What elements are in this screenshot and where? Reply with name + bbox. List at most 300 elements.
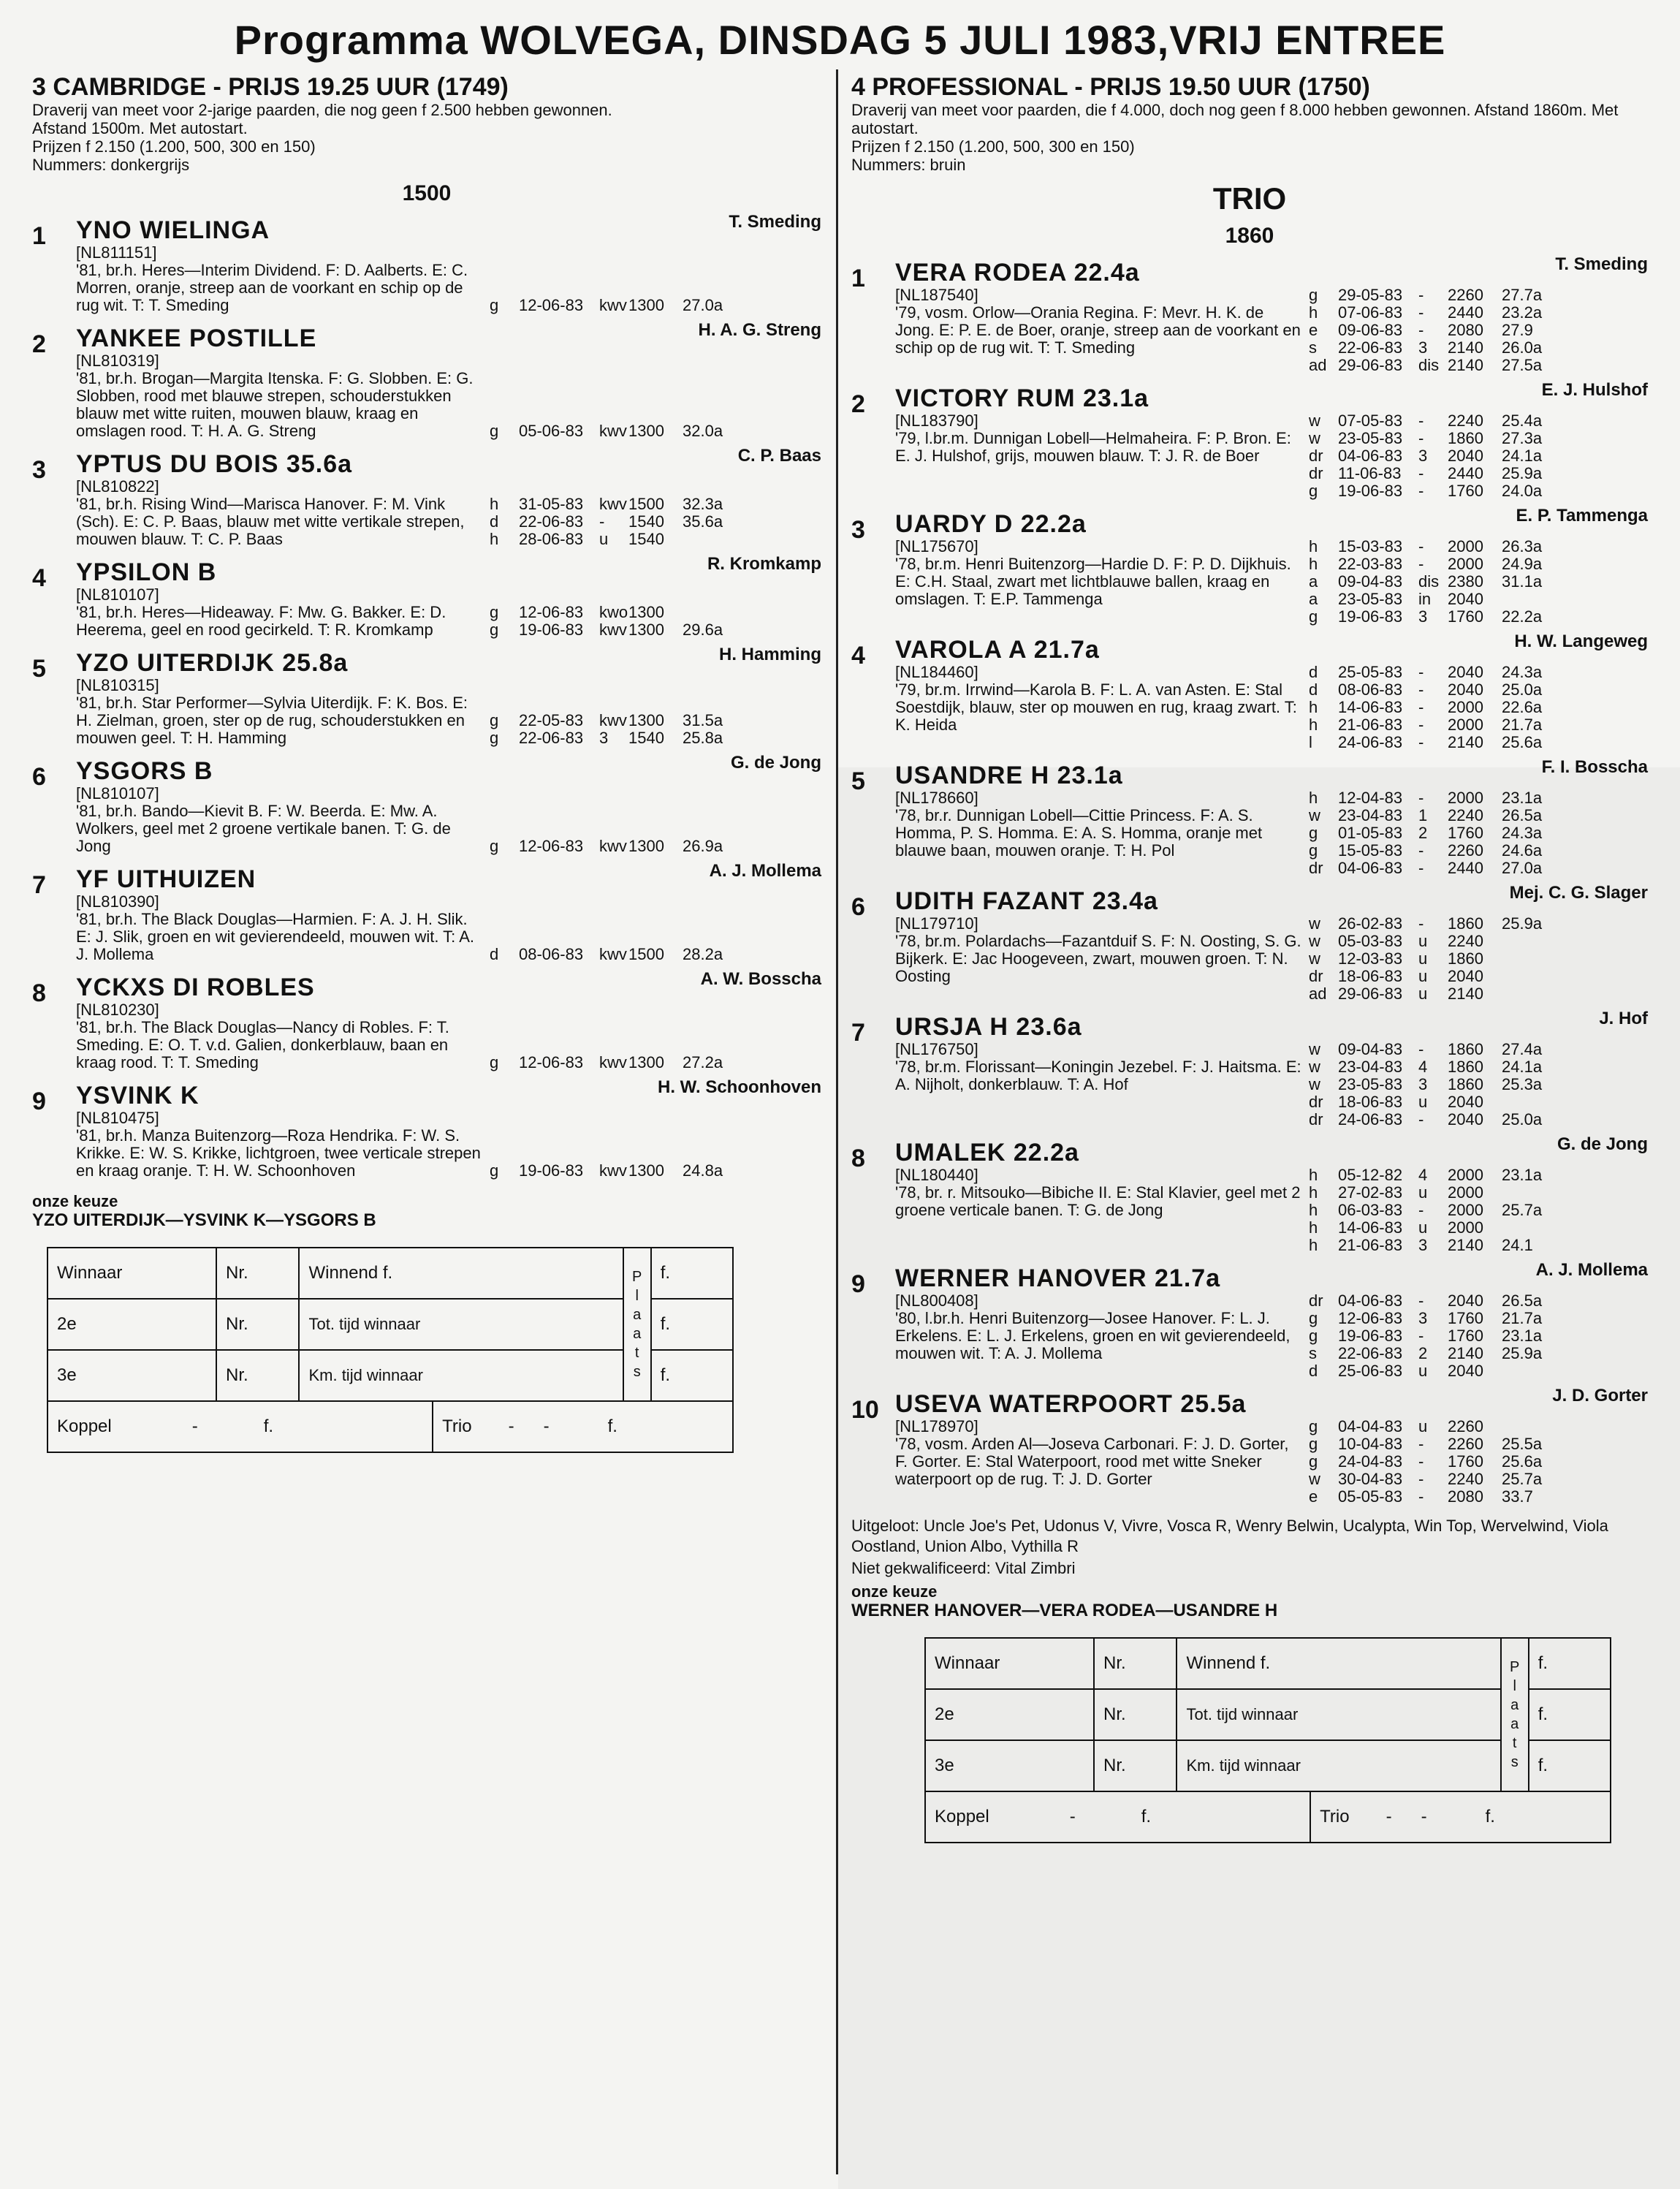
result-place: 3 <box>1418 338 1428 357</box>
horse-entry <box>32 554 821 639</box>
horse-header <box>76 212 821 244</box>
horse-content <box>895 1041 1648 1128</box>
result-place: 3 <box>1418 607 1428 626</box>
result-distance: 1300 <box>628 296 664 314</box>
result-place: - <box>1418 914 1424 933</box>
race-description <box>851 101 1648 174</box>
result-date: 12-06-83 <box>519 603 584 621</box>
bet-row <box>925 1638 1611 1689</box>
result-distance: 1860 <box>1448 949 1483 968</box>
bet-f-field: f. <box>651 1299 733 1350</box>
horse-header <box>895 883 1648 915</box>
horse-trainer: E. J. Hulshof <box>1541 380 1648 400</box>
result-date: 19-06-83 <box>1338 607 1403 626</box>
result-place: - <box>1418 411 1424 430</box>
horse-number: 5 <box>851 767 865 795</box>
horse-number: 4 <box>32 564 46 592</box>
result-distance: 1300 <box>628 603 664 621</box>
horse-description <box>76 244 485 314</box>
result-track: w <box>1309 932 1320 950</box>
result-place: u <box>1418 949 1428 968</box>
horse-content <box>895 1292 1648 1380</box>
bet-f-field: f. <box>1529 1689 1611 1740</box>
result-date: 31-05-83 <box>519 495 584 513</box>
result-date: 09-04-83 <box>1338 1040 1403 1058</box>
horse-name: WERNER HANOVER 21.7a <box>895 1264 1221 1292</box>
result-track: w <box>1309 949 1320 968</box>
result-track: g <box>490 837 499 855</box>
result-track: ad <box>1309 356 1327 374</box>
result-distance: 2040 <box>1448 1362 1483 1380</box>
result-distance: 2040 <box>1448 967 1483 985</box>
horse-name: YPTUS DU BOIS 35.6a <box>76 450 353 478</box>
column-divider <box>836 69 838 2174</box>
horse-header <box>895 254 1648 287</box>
result-track: g <box>490 422 499 440</box>
result-date: 12-06-83 <box>519 296 584 314</box>
result-time: 24.9a <box>1502 555 1543 573</box>
horse-body <box>76 753 821 855</box>
result-date: 19-06-83 <box>519 621 584 639</box>
bet-second-label: 2e <box>47 1299 216 1350</box>
result-place: - <box>1418 1201 1424 1219</box>
result-track: w <box>1309 1058 1320 1076</box>
result-time <box>1502 933 1560 950</box>
horse-number: 6 <box>851 893 865 921</box>
bet-winnaar-label: Winnaar <box>925 1638 1094 1689</box>
horse-pedigree: '81, br.h. Heres—Interim Dividend. F: D. Aalberts. E: C. Morren, oranje, streep aan de voorkant en schip op de rug wit. T: T. Smeding <box>76 261 468 314</box>
horse-content <box>76 586 821 639</box>
result-row <box>1304 1345 1648 1362</box>
result-place: - <box>1418 1470 1424 1488</box>
result-distance: 1760 <box>1448 1452 1483 1471</box>
result-row <box>485 513 821 531</box>
horse-number: 8 <box>851 1145 865 1172</box>
horse-results <box>1304 287 1648 374</box>
horse-body <box>76 446 821 548</box>
result-track: g <box>490 1161 499 1180</box>
result-date: 22-06-83 <box>519 512 584 531</box>
plaats-letter: P <box>1510 1659 1520 1675</box>
result-track: dr <box>1309 1093 1323 1111</box>
horse-trainer: G. de Jong <box>1557 1134 1648 1154</box>
result-track: h <box>1309 1183 1318 1202</box>
horse-body <box>895 1386 1648 1506</box>
result-date: 10-04-83 <box>1338 1435 1403 1453</box>
result-track: a <box>1309 590 1318 608</box>
result-time: 27.9 <box>1502 321 1533 339</box>
bet-winnend-label: Winnend f. <box>1177 1638 1500 1689</box>
result-distance: 1300 <box>628 837 664 855</box>
result-distance: 1540 <box>628 512 664 531</box>
result-track: g <box>1309 824 1318 842</box>
horse-pedigree: '81, br.h. Bando—Kievit B. F: W. Beerda. E: Mw. A. Wolkers, geel met 2 groene vertikale banen. T: G. de Jong <box>76 802 451 855</box>
result-date: 23-04-83 <box>1338 806 1403 824</box>
horse-pedigree: '78, br.m. Florissant—Koningin Jezebel. F: J. Haitsma. E: A. Nijholt, donkerblauw. T: A. Hof <box>895 1058 1301 1093</box>
horse-number: 2 <box>32 330 46 358</box>
result-date: 05-06-83 <box>519 422 584 440</box>
result-time: 26.5a <box>1502 806 1543 824</box>
result-row <box>1304 1292 1648 1310</box>
horse-trainer: F. I. Bosscha <box>1541 757 1648 777</box>
horse-results <box>485 677 821 747</box>
result-track: d <box>1309 680 1318 699</box>
horse-name: VAROLA A 21.7a <box>895 636 1100 664</box>
result-date: 15-05-83 <box>1338 841 1403 860</box>
horse-number: 1 <box>851 265 865 292</box>
result-date: 19-06-83 <box>1338 482 1403 500</box>
horse-number: 2 <box>851 390 865 418</box>
horse-entry <box>32 320 821 440</box>
result-date: 23-05-83 <box>1338 1075 1403 1093</box>
result-distance: 2140 <box>1448 733 1483 751</box>
result-distance: 2000 <box>1448 1201 1483 1219</box>
horse-header <box>895 1134 1648 1166</box>
result-place: kwv <box>599 1053 627 1071</box>
horse-list <box>851 254 1648 1506</box>
horse-entry <box>851 1386 1648 1506</box>
horse-body <box>76 320 821 440</box>
result-place: 3 <box>599 729 609 747</box>
plaats-letter: P <box>632 1269 642 1285</box>
result-time: 25.8a <box>683 729 723 747</box>
result-distance: 2380 <box>1448 572 1483 591</box>
horse-trainer: J. D. Gorter <box>1552 1386 1648 1405</box>
result-time: 31.5a <box>683 711 723 729</box>
result-time: 25.9a <box>1502 1344 1543 1362</box>
result-place: u <box>1418 1362 1428 1380</box>
result-distance: 2040 <box>1448 590 1483 608</box>
result-time: 27.7a <box>1502 286 1543 304</box>
result-row <box>1304 1471 1648 1488</box>
horse-trainer: J. Hof <box>1599 1009 1648 1028</box>
horse-trainer: H. A. G. Streng <box>698 320 821 340</box>
result-row <box>1304 933 1648 950</box>
horse-pedigree: '78, br.m. Henri Buitenzorg—Hardie D. F: P. D. Dijkhuis. E: C.H. Staal, zwart met lichtblauwe ballen, kraag en omslagen. T: E.P. Tammenga <box>895 555 1291 608</box>
result-row <box>1304 1058 1648 1076</box>
result-time: 29.6a <box>683 621 723 639</box>
horse-id: [NL800408] <box>895 1291 978 1310</box>
bet-plaats-label <box>623 1248 651 1401</box>
bet-dash: - <box>508 1416 514 1436</box>
result-place: 2 <box>1418 824 1428 842</box>
result-row <box>1304 538 1648 555</box>
result-date: 23-04-83 <box>1338 1058 1403 1076</box>
result-distance: 1300 <box>628 422 664 440</box>
horse-trainer: H. W. Schoonhoven <box>657 1077 821 1097</box>
result-date: 23-05-83 <box>1338 590 1403 608</box>
horse-id: [NL176750] <box>895 1040 978 1058</box>
result-place: kwv <box>599 495 627 513</box>
result-track: h <box>1309 1218 1318 1237</box>
horse-name: YNO WIELINGA <box>76 216 270 244</box>
result-track: dr <box>1309 464 1323 482</box>
result-time: 24.3a <box>1502 663 1543 681</box>
result-row <box>485 729 821 747</box>
result-row <box>1304 447 1648 465</box>
result-distance: 1760 <box>1448 482 1483 500</box>
result-row <box>1304 915 1648 933</box>
niet-gekwalificeerd-text: Niet gekwalificeerd: Vital Zimbri <box>851 1559 1076 1577</box>
result-track: s <box>1309 1344 1317 1362</box>
race-distance: 1860 <box>1225 224 1274 248</box>
result-time: 24.1 <box>1502 1236 1533 1254</box>
horse-pedigree: '81, br.h. The Black Douglas—Harmien. F: A. J. H. Slik. E: J. Slik, groen en wit gevierendeeld, mouwen wit. T: A. J. Mollema <box>76 910 474 963</box>
result-row <box>1304 287 1648 304</box>
result-time: 26.9a <box>683 837 723 855</box>
result-distance: 2000 <box>1448 537 1483 555</box>
result-track: h <box>490 530 499 548</box>
horse-content <box>76 893 821 963</box>
uitgeloot-text: Uitgeloot: Uncle Joe's Pet, Udonus V, Vivre, Vosca R, Wenry Belwin, Ucalypta, Win Top, Wervelwind, Viola Oostland, Union Albo, Vythilla R <box>851 1517 1608 1555</box>
horse-header <box>76 1077 821 1109</box>
bet-nr-label: Nr. <box>1094 1638 1177 1689</box>
horse-entry <box>32 645 821 747</box>
result-row <box>1304 573 1648 591</box>
result-date: 22-03-83 <box>1338 555 1403 573</box>
result-place: u <box>1418 1093 1428 1111</box>
result-time: 24.1a <box>1502 447 1543 465</box>
result-time: 25.3a <box>1502 1075 1543 1093</box>
result-track: h <box>1309 537 1318 555</box>
result-place: - <box>1418 859 1424 877</box>
bet-km-tijd-label: Km. tijd winnaar <box>299 1350 623 1401</box>
result-date: 08-06-83 <box>519 945 584 963</box>
result-row <box>1304 608 1648 626</box>
result-row <box>485 621 821 639</box>
result-distance: 2240 <box>1448 1470 1483 1488</box>
horse-content <box>895 664 1648 751</box>
result-track: h <box>1309 1166 1318 1184</box>
result-distance: 2000 <box>1448 789 1483 807</box>
result-date: 29-06-83 <box>1338 356 1403 374</box>
result-time <box>1502 968 1560 985</box>
bet-trio-label: Trio <box>442 1416 472 1436</box>
result-place: - <box>1418 482 1424 500</box>
horse-id: [NL184460] <box>895 663 978 681</box>
result-row <box>1304 789 1648 807</box>
result-distance: 2260 <box>1448 1435 1483 1453</box>
result-time <box>683 604 741 621</box>
bet-tot-tijd-label: Tot. tijd winnaar <box>299 1299 623 1350</box>
bet-second-label: 2e <box>925 1689 1094 1740</box>
result-date: 27-02-83 <box>1338 1183 1403 1202</box>
bet-winnend-label: Winnend f. <box>299 1248 623 1299</box>
result-row <box>1304 699 1648 716</box>
result-track: h <box>1309 303 1318 322</box>
bet-form <box>924 1637 1648 1843</box>
horse-results <box>485 893 821 963</box>
result-distance: 2440 <box>1448 303 1483 322</box>
horse-content <box>895 915 1648 1003</box>
result-time: 26.0a <box>1502 338 1543 357</box>
result-distance: 2040 <box>1448 680 1483 699</box>
result-time: 25.9a <box>1502 464 1543 482</box>
horse-description <box>76 785 485 855</box>
result-track: d <box>1309 1362 1318 1380</box>
result-track: s <box>1309 338 1317 357</box>
bet-nr-label: Nr. <box>1094 1689 1177 1740</box>
horse-header <box>76 554 821 586</box>
result-place: u <box>1418 985 1428 1003</box>
result-place: kwv <box>599 1161 627 1180</box>
horse-results <box>1304 1041 1648 1128</box>
result-row <box>1304 1093 1648 1111</box>
plaats-letter: l <box>1513 1678 1516 1694</box>
result-date: 18-06-83 <box>1338 1093 1403 1111</box>
result-distance: 1860 <box>1448 914 1483 933</box>
result-row <box>1304 985 1648 1003</box>
horse-name: YSGORS B <box>76 757 213 785</box>
result-distance: 1500 <box>628 945 664 963</box>
result-distance: 2040 <box>1448 1110 1483 1128</box>
result-track: l <box>1309 733 1312 751</box>
result-row <box>1304 807 1648 824</box>
horse-body <box>76 554 821 639</box>
result-row <box>1304 734 1648 751</box>
result-time <box>1502 1093 1560 1111</box>
result-track: h <box>1309 716 1318 734</box>
result-date: 19-06-83 <box>1338 1327 1403 1345</box>
result-place: u <box>1418 1183 1428 1202</box>
result-track: w <box>1309 806 1320 824</box>
result-date: 07-06-83 <box>1338 303 1403 322</box>
result-date: 29-06-83 <box>1338 985 1403 1003</box>
horse-description <box>895 1166 1304 1254</box>
bet-row <box>47 1248 733 1299</box>
horse-description <box>76 893 485 963</box>
horse-header <box>76 861 821 893</box>
bet-f-field: f. <box>651 1248 733 1299</box>
result-place: dis <box>1418 356 1440 374</box>
horse-pedigree: '79, l.br.m. Dunnigan Lobell—Helmaheira. F: P. Bron. E: E. J. Hulshof, grijs, mouwen blauw. T: J. R. de Boer <box>895 429 1291 465</box>
result-time <box>1502 1362 1560 1380</box>
horse-trainer: R. Kromkamp <box>707 554 821 574</box>
horse-body <box>895 506 1648 626</box>
result-time: 27.0a <box>683 296 723 314</box>
result-time: 24.0a <box>1502 482 1543 500</box>
horse-name: YPSILON B <box>76 558 217 586</box>
result-place: - <box>1418 663 1424 681</box>
horse-results <box>485 586 821 639</box>
result-date: 22-06-83 <box>1338 338 1403 357</box>
result-time <box>1502 985 1560 1003</box>
horse-name: USEVA WATERPOORT 25.5a <box>895 1390 1247 1418</box>
result-row <box>1304 842 1648 860</box>
result-distance: 1760 <box>1448 607 1483 626</box>
horse-description <box>895 287 1304 374</box>
result-row <box>1304 430 1648 447</box>
result-date: 04-06-83 <box>1338 1291 1403 1310</box>
result-time: 24.3a <box>1502 824 1543 842</box>
bet-f-field: f. <box>1529 1638 1611 1689</box>
horse-trainer: H. Hamming <box>718 645 821 664</box>
horse-number: 5 <box>32 655 46 683</box>
trio-heading: TRIO <box>1212 181 1287 216</box>
result-place: 3 <box>1418 1236 1428 1254</box>
horse-content <box>895 538 1648 626</box>
result-date: 23-05-83 <box>1338 429 1403 447</box>
result-distance: 1860 <box>1448 1040 1483 1058</box>
result-time: 25.5a <box>1502 1435 1543 1453</box>
result-distance: 1300 <box>628 1161 664 1180</box>
result-date: 24-06-83 <box>1338 733 1403 751</box>
race-4-column <box>851 73 1648 1843</box>
horse-results <box>1304 664 1648 751</box>
bet-tot-tijd-label: Tot. tijd winnaar <box>1177 1689 1500 1740</box>
result-distance: 2140 <box>1448 338 1483 357</box>
result-distance: 1860 <box>1448 1075 1483 1093</box>
result-row <box>485 1162 821 1180</box>
plaats-letter: l <box>635 1288 639 1304</box>
result-track: w <box>1309 1075 1320 1093</box>
result-date: 09-06-83 <box>1338 321 1403 339</box>
horse-name: USANDRE H 23.1a <box>895 762 1123 789</box>
result-time: 27.4a <box>1502 1040 1543 1058</box>
result-place: u <box>1418 1417 1428 1435</box>
result-distance: 2440 <box>1448 464 1483 482</box>
horse-id: [NL180440] <box>895 1166 978 1184</box>
result-track: g <box>490 711 499 729</box>
result-place: - <box>1418 286 1424 304</box>
bet-trio-label: Trio <box>1320 1807 1350 1826</box>
result-distance: 2040 <box>1448 663 1483 681</box>
horse-description <box>895 915 1304 1003</box>
result-row <box>485 496 821 513</box>
result-distance: 2140 <box>1448 356 1483 374</box>
bet-nr-label: Nr. <box>216 1299 299 1350</box>
plaats-letter: a <box>633 1307 642 1323</box>
result-time: 25.7a <box>1502 1201 1543 1219</box>
result-distance: 2040 <box>1448 1093 1483 1111</box>
horse-entry <box>851 1134 1648 1254</box>
result-track: d <box>490 945 499 963</box>
result-date: 12-06-83 <box>1338 1309 1403 1327</box>
bet-third-label: 3e <box>925 1740 1094 1791</box>
result-date: 04-06-83 <box>1338 859 1403 877</box>
result-place: - <box>1418 1435 1424 1453</box>
result-track: g <box>490 1053 499 1071</box>
result-place: - <box>1418 841 1424 860</box>
result-row <box>1304 1219 1648 1237</box>
horse-body <box>76 645 821 747</box>
horse-content <box>76 785 821 855</box>
result-date: 11-06-83 <box>1338 464 1402 482</box>
result-track: g <box>1309 482 1318 500</box>
result-track: d <box>490 512 499 531</box>
horse-trainer: G. de Jong <box>730 753 821 773</box>
horse-description <box>76 478 485 548</box>
result-row <box>1304 1111 1648 1128</box>
result-place: - <box>599 512 605 531</box>
horse-body <box>76 212 821 314</box>
result-place: kwv <box>599 621 627 639</box>
result-row <box>485 946 821 963</box>
result-place: 4 <box>1418 1166 1428 1184</box>
result-row <box>1304 1418 1648 1435</box>
horse-name: YCKXS DI ROBLES <box>76 974 315 1001</box>
horse-entry <box>32 969 821 1071</box>
horse-results <box>1304 789 1648 877</box>
result-row <box>1304 1488 1648 1506</box>
bet-trio-cell <box>433 1401 733 1452</box>
result-place: kwv <box>599 945 627 963</box>
horse-entry <box>851 1009 1648 1128</box>
result-distance: 2000 <box>1448 1218 1483 1237</box>
horse-body <box>76 861 821 963</box>
result-place: kwv <box>599 296 627 314</box>
result-time: 25.4a <box>1502 411 1543 430</box>
